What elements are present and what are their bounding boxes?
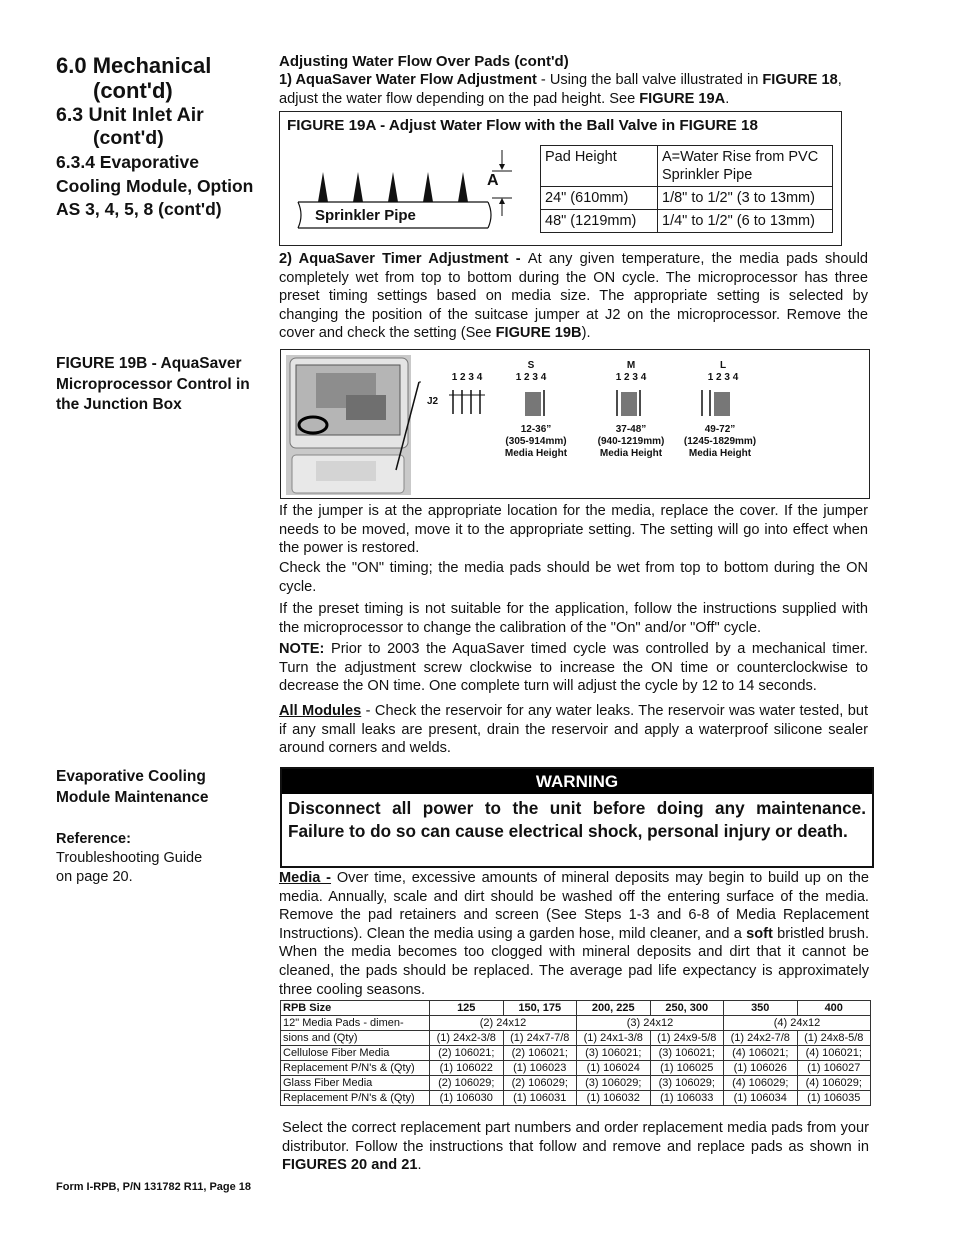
table-cell: (4) 106021; [724, 1046, 798, 1061]
all-modules-text: - Check the reservoir for any water leaks. The reservoir was water tested, but if any small leaks are present, drain the reservoir and apply a waterproof silicone sealer around corners and welds. [279, 703, 869, 757]
setting-m-range: 37-48” [615, 424, 647, 435]
media-text-2: bristled brush. When the media becomes too clogged with mineral deposits and dirt that it cannot be cleaned, the pads should be replaced. The average pad life expectancy is approximately three cooling seasons. [279, 925, 870, 998]
table-row [281, 1046, 871, 1061]
row-label: 12" Media Pads - dimen- [281, 1016, 430, 1031]
timer-adjust-text: At any given temperature, the media pads should completely wet from top to bottom during the ON cycle. The microprocessor has three preset timing settings based on media size. The appropriate setting is selected by changing the position of the suitcase jumper at J2 on the microprocessor. Remove the cover and check the setting (See [279, 251, 869, 342]
warning-title: WARNING [282, 769, 872, 794]
select-parts-text: Select the correct replacement part numbers and order replacement media pads from your distributor. Follow the instructions that follow and remove and replace pads as shown in [282, 1120, 869, 1155]
section-title: 6.0 Mechanical [56, 53, 212, 78]
table-cell: (1) 24x8-5/8 [797, 1031, 871, 1046]
warning-box [280, 767, 874, 868]
timer-adjust-paragraph [279, 250, 868, 343]
table-cell: (3) 106021; [650, 1046, 724, 1061]
pointer-line [391, 380, 421, 500]
table-cell: (2) 106021; [503, 1046, 577, 1061]
row-label: sions and (Qty) [281, 1031, 430, 1046]
table-cell: (2) 24x12 [430, 1016, 577, 1031]
jumper-s-position [524, 388, 548, 418]
setting-l-metric: (1245-1829mm) [683, 436, 757, 447]
subsubsection-heading: 6.3.4 Evaporative Cooling Module, Option AS 3, 4, 5, 8 (cont'd) [56, 152, 254, 219]
table-row [281, 1076, 871, 1091]
table-cell: (1) 24x2-3/8 [430, 1031, 504, 1046]
spray-icon [388, 172, 398, 202]
spray-icon [423, 172, 433, 202]
table-cell: (1) 24x2-7/8 [724, 1031, 798, 1046]
table-cell: (1) 106023 [503, 1061, 577, 1076]
table-row [281, 1061, 871, 1076]
table-cell: (1) 24x7-7/8 [503, 1031, 577, 1046]
pin-numbers: 1 2 3 4 [515, 372, 547, 383]
table-cell: (3) 106029; [577, 1076, 651, 1091]
jumper-paragraph: If the jumper is at the appropriate location for the media, replace the cover. If the jumper needs to be moved, move it to the appropriate setting. The setting will go into effect when the power is restored. [279, 503, 868, 557]
table-row [281, 1016, 871, 1031]
header-size: 350 [724, 1001, 798, 1016]
table-cell: (4) 106029; [797, 1076, 871, 1091]
table-cell: 24" (610mm) [541, 187, 658, 210]
media-paragraph [279, 869, 869, 999]
section-title-contd: (cont'd) [93, 78, 173, 103]
preset-timing-paragraph: If the preset timing is not suitable for the application, follow the instructions supplied with the microprocessor to change the calibration of the "On" and/or "Off" cycle. [279, 601, 868, 636]
note-text: Prior to 2003 the AquaSaver timed cycle was controlled by a mechanical timer. Turn the adjustment screw clockwise to increase the ON time or counterclockwise to decrease the ON time. One complete turn will adjust the cycle by 12 to 14 seconds. [279, 641, 868, 695]
table-cell: (1) 106035 [797, 1091, 871, 1106]
all-modules-label: All Modules [279, 703, 362, 719]
table-cell: 1/8" to 1/2" (3 to 13mm) [658, 187, 833, 210]
select-parts-paragraph [282, 1119, 869, 1175]
select-parts-end: . [417, 1157, 422, 1174]
table-cell: (1) 106022 [430, 1061, 504, 1076]
table-cell: (1) 106030 [430, 1091, 504, 1106]
reference-text-1: Troubleshooting Guide [56, 850, 203, 866]
figure-19a-ref: FIGURE 19A [639, 90, 726, 107]
header-size: 250, 300 [650, 1001, 724, 1016]
table-cell: (4) 106029; [724, 1076, 798, 1091]
figure-19a-title: FIGURE 19A - Adjust Water Flow with the Ball Valve in FIGURE 18 [287, 117, 758, 134]
table-cell: (4) 24x12 [724, 1016, 871, 1031]
table-cell: (2) 106029; [503, 1076, 577, 1091]
media-parts-table [280, 1000, 871, 1106]
table-cell: (1) 106026 [724, 1061, 798, 1076]
figure-19b-caption: FIGURE 19B - AquaSaver Microprocessor Control in the Junction Box [56, 355, 250, 413]
pin-numbers: 1 2 3 4 [615, 372, 647, 383]
figure-18-ref: FIGURE 18 [762, 72, 838, 88]
table-cell: (1) 106034 [724, 1091, 798, 1106]
j2-label: J2 [427, 396, 439, 407]
figures-20-21-ref: FIGURES 20 and 21 [282, 1157, 418, 1174]
table-row [281, 1091, 871, 1106]
warning-text: Disconnect all power to the unit before doing any maintenance. Failure to do so can cause electrical shock, personal injury or death. [288, 798, 866, 841]
j2-header-pins [449, 388, 485, 416]
table-cell: (1) 106027 [797, 1061, 871, 1076]
jumper-l-position [699, 388, 735, 418]
setting-m-label: Media Height [599, 448, 663, 459]
header-size: 200, 225 [577, 1001, 651, 1016]
setting-s-letter: S [527, 360, 535, 371]
table-cell: (1) 106024 [577, 1061, 651, 1076]
subsection-title: 6.3 Unit Inlet Air [56, 104, 204, 126]
figure-19b-ref: FIGURE 19B [495, 325, 582, 342]
check-timing-paragraph: Check the "ON" timing; the media pads should be wet from top to bottom during the ON cycle. [279, 560, 868, 595]
header-pad-height: Pad Height [541, 146, 658, 187]
timer-adjust-end: ). [581, 325, 591, 342]
table-cell: (2) 106029; [430, 1076, 504, 1091]
subsection-heading [56, 104, 266, 150]
jumper-m-position [614, 388, 650, 418]
table-cell: (1) 106031 [503, 1091, 577, 1106]
pin-numbers: 1 2 3 4 [707, 372, 739, 383]
row-label: Glass Fiber Media [281, 1076, 430, 1091]
media-text: Over time, excessive amounts of mineral deposits may begin to build up on the media. Annually, scale and dirt should be washed off the entering surface of the media. Remove the pad retainers and screen (See Steps 1-3 and 6-8 of Media Replacement Instructions). Clean the media using a garden hose, mild cleaner, and a [279, 870, 869, 942]
setting-l-range: 49-72” [704, 424, 736, 435]
note-paragraph [279, 640, 868, 696]
water-spray-icons [318, 172, 468, 202]
setting-s-label: Media Height [504, 448, 568, 459]
row-label: Replacement P/N's & (Qty) [281, 1061, 430, 1076]
header-size: 125 [430, 1001, 504, 1016]
row-label: Replacement P/N's & (Qty) [281, 1091, 430, 1106]
table-cell: (2) 106021; [430, 1046, 504, 1061]
table-cell: (1) 24x9-5/8 [650, 1031, 724, 1046]
water-rise-table [540, 145, 833, 233]
page-footer: Form I-RPB, P/N 131782 R11, Page 18 [56, 1181, 252, 1193]
table-row [541, 187, 833, 210]
sprinkler-pipe-label: Sprinkler Pipe [315, 207, 416, 224]
reference-note [56, 830, 256, 887]
header-size: 150, 175 [503, 1001, 577, 1016]
subsection-title-contd: (cont'd) [93, 127, 164, 149]
media-soft: soft [746, 925, 773, 942]
section-heading [56, 53, 266, 103]
maintenance-heading: Evaporative Cooling Module Maintenance [56, 768, 209, 806]
setting-m-letter: M [626, 360, 636, 371]
spray-icon [458, 172, 468, 202]
note-label: NOTE: [279, 641, 325, 657]
flow-adjust-paragraph [279, 71, 869, 108]
timer-adjust-title: 2) AquaSaver Timer Adjustment - [279, 251, 528, 267]
header-rpb-size: RPB Size [281, 1001, 430, 1016]
reference-label: Reference: [56, 831, 131, 847]
flow-adjust-title: 1) AquaSaver Water Flow Adjustment [279, 72, 537, 88]
setting-s-metric: (305-914mm) [505, 436, 567, 447]
dimension-a-label: A [487, 172, 499, 189]
figure-19b [280, 349, 870, 499]
table-cell: (1) 106025 [650, 1061, 724, 1076]
all-modules-paragraph [279, 702, 868, 758]
table-row [281, 1031, 871, 1046]
table-cell: 1/4" to 1/2" (6 to 13mm) [658, 210, 833, 233]
table-row [541, 210, 833, 233]
arrow-down-icon [499, 164, 505, 170]
header-size: 400 [797, 1001, 871, 1016]
reference-text-2: on page 20. [56, 869, 133, 885]
setting-l-letter: L [719, 360, 727, 371]
pin-numbers: 1 2 3 4 [451, 372, 483, 383]
table-cell: (4) 106021; [797, 1046, 871, 1061]
media-label: Media - [279, 870, 332, 886]
table-cell: (3) 106021; [577, 1046, 651, 1061]
flow-adjust-text-2: , adjust the water flow depending on the pad height. See [279, 72, 842, 107]
table-cell: (3) 106029; [650, 1076, 724, 1091]
flow-adjust-end: . [725, 90, 730, 107]
setting-m-metric: (940-1219mm) [597, 436, 665, 447]
table-cell: 48" (1219mm) [541, 210, 658, 233]
figure-19a [279, 111, 842, 246]
spray-icon [353, 172, 363, 202]
spray-icon [318, 172, 328, 202]
row-label: Cellulose Fiber Media [281, 1046, 430, 1061]
header-water-rise: A=Water Rise from PVC Sprinkler Pipe [658, 146, 833, 187]
table-header-row [541, 146, 833, 187]
table-cell: (3) 24x12 [577, 1016, 724, 1031]
flow-adjust-text: - Using the ball valve illustrated in [536, 72, 763, 88]
table-cell: (1) 106033 [650, 1091, 724, 1106]
flow-heading: Adjusting Water Flow Over Pads (cont'd) [279, 53, 569, 70]
table-header-row [281, 1001, 871, 1016]
setting-l-label: Media Height [688, 448, 752, 459]
table-cell: (1) 106032 [577, 1091, 651, 1106]
table-cell: (1) 24x1-3/8 [577, 1031, 651, 1046]
setting-s-range: 12-36” [520, 424, 552, 435]
